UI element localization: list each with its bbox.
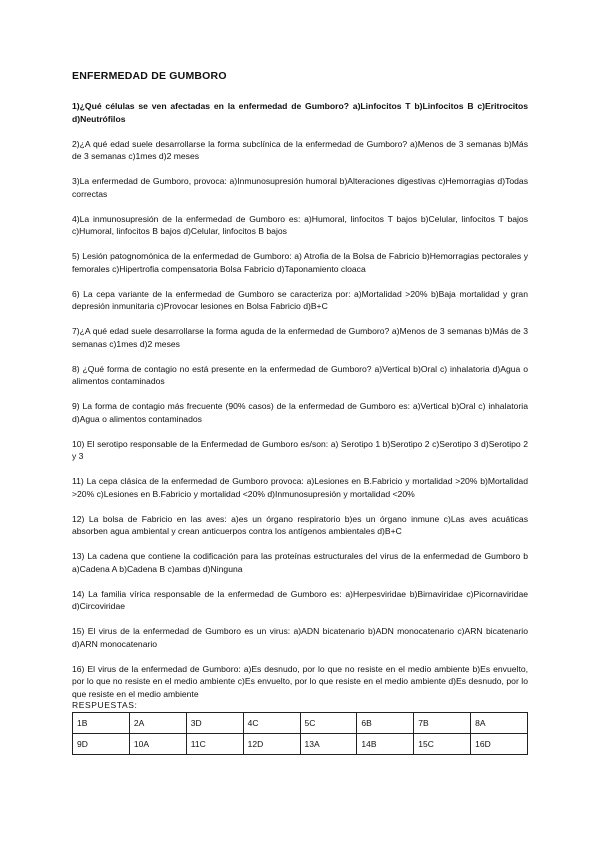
question-8: 8) ¿Qué forma de contagio no está presente en la enfermedad de Gumboro? a)Vertical b)Oral c) inhalatoria d)Agua o alimentos contaminados (72, 363, 528, 386)
question-4: 4)La inmunosupresión de la enfermedad de Gumboro es: a)Humoral, linfocitos T bajos b)Celular, linfocitos T bajos c)Humoral, linfocitos B bajos d)Celular, linfocitos B bajos (72, 213, 528, 236)
answer-cell: 16D (471, 734, 528, 755)
question-9: 9) La forma de contagio más frecuente (90% casos) de la enfermedad de Gumboro es: a)Vertical b)Oral c) inhalatoria d)Agua o alimentos contaminados (72, 401, 528, 424)
answers-label: RESPUESTAS: (72, 700, 138, 710)
question-3: 3)La enfermedad de Gumboro, provoca: a)Inmunosupresión humoral b)Alteraciones digestivas c)Hemorragias d)Todas correctas (72, 176, 528, 199)
question-6: 6) La cepa variante de la enfermedad de Gumboro se caracteriza por: a)Mortalidad >20% b)Baja mortalidad y gran depresión inmunitaria c)Provocar lesiones en Bolsa Fabricio d)B+C (72, 288, 528, 311)
question-12: 12) La bolsa de Fabricio en las aves: a)es un órgano respiratorio b)es un órgano inmune c)Las aves acuáticas absorben agua ambiental y crean anticuerpos contra los antígenos ambientales d)B+C (72, 513, 528, 536)
question-16: 16) El virus de la enfermedad de Gumboro: a)Es desnudo, por lo que no resiste en el medio ambiente b)Es envuelto, por lo que no resiste en el medio ambiente c)Es envuelto, por lo que resiste en el medio ambiente d)Es desnudo, por lo que resiste en el medio ambiente (72, 663, 528, 699)
question-15: 15) El virus de la enfermedad de Gumboro es un virus: a)ADN bicatenario b)ADN monocatenario c)ARN bicatenario d)ARN monocatenario (72, 626, 528, 649)
question-list (72, 100, 528, 713)
answer-cell: 1B (73, 713, 130, 734)
question-1: 1)¿Qué células se ven afectadas en la enfermedad de Gumboro? a)Linfocitos T b)Linfocitos B c)Eritrocitos d)Neutrófilos (72, 101, 528, 124)
answer-cell: 9D (73, 734, 130, 755)
answer-cell: 10A (129, 734, 186, 755)
question-7: 7)¿A qué edad suele desarrollarse la forma aguda de la enfermedad de Gumboro? a)Menos de 3 semanas b)Más de 3 semanas c)1mes d)2 meses (72, 326, 528, 349)
answer-cell: 2A (129, 713, 186, 734)
question-5: 5) Lesión patognomónica de la enfermedad de Gumboro: a) Atrofia de la Bolsa de Fabricio b)Hemorragias pectorales y femorales c)Hipertrofia compensatoria Bolsa Fabricio d)Taponamiento cloaca (72, 251, 528, 274)
answer-cell: 12D (243, 734, 300, 755)
answer-cell: 6B (357, 713, 414, 734)
question-2: 2)¿A qué edad suele desarrollarse la forma subclínica de la enfermedad de Gumboro? a)Menos de 3 semanas b)Más de 3 semanas c)1mes d)2 meses (72, 138, 528, 161)
question-13: 13) La cadena que contiene la codificación para las proteínas estructurales del virus de la enfermedad de Gumboro b a)Cadena A b)Cadena B c)ambas d)Ninguna (72, 551, 528, 574)
question-11: 11) La cepa clásica de la enfermedad de Gumboro provoca: a)Lesiones en B.Fabricio y mortalidad >20% b)Mortalidad >20% c)Lesiones en B.Fabricio y mortalidad <20% d)Inmunosupresión y mortalidad <20% (72, 476, 528, 499)
answer-cell: 4C (243, 713, 300, 734)
question-10: 10) El serotipo responsable de la Enfermedad de Gumboro es/son: a) Serotipo 1 b)Serotipo 2 c)Serotipo 3 d)Serotipo 2 y 3 (72, 438, 528, 461)
answer-cell: 11C (186, 734, 243, 755)
answer-cell: 7B (414, 713, 471, 734)
answer-cell: 5C (300, 713, 357, 734)
answer-cell: 3D (186, 713, 243, 734)
answers-row (73, 734, 528, 755)
answer-cell: 13A (300, 734, 357, 755)
answers-table (72, 712, 528, 755)
answer-cell: 8A (471, 713, 528, 734)
answer-cell: 15C (414, 734, 471, 755)
question-14: 14) La familia vírica responsable de la enfermedad de Gumboro es: a)Herpesviridae b)Birnaviridae c)Picornaviridae d)Circoviridae (72, 588, 528, 611)
answer-cell: 14B (357, 734, 414, 755)
answers-row (73, 713, 528, 734)
document-title: ENFERMEDAD DE GUMBORO (72, 70, 227, 82)
